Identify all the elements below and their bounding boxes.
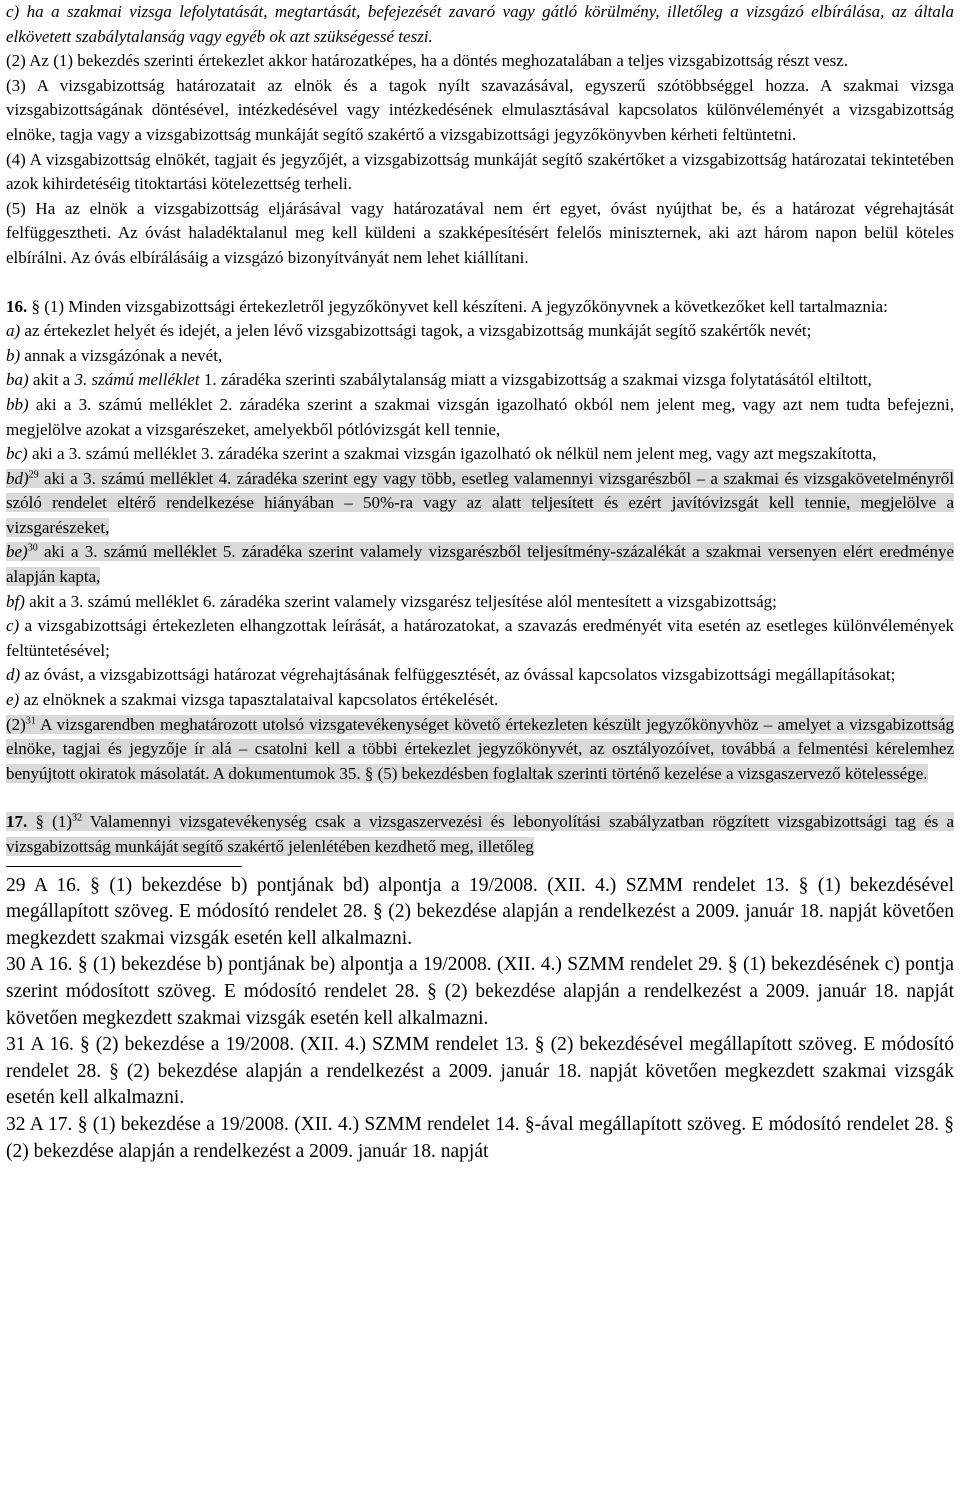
paragraph-5: (5) Ha az elnök a vizsgabizottság eljárásával vagy határozatával nem ért egyet, óvást nyújthat be, és a határozat végrehajtását felfüggesztheti. Az óvást haladéktalanul meg kell küldeni a szakképesítésért felelős miniszternek, aki azt három napon belül köteles elbírálni. Az óvás elbírálásáig a vizsgázó bizonyítványát nem lehet kiállítani. bbox=[6, 198, 954, 267]
paragraph-4: (4) A vizsgabizottság elnökét, tagjait és jegyzőjét, a vizsgabizottság munkáját segítő szakértőket a vizsgabizottság határozatai tekintetében azok kihirdetéséig titoktartási kötelezettség terheli. bbox=[6, 149, 954, 194]
item-label: ba) bbox=[6, 370, 29, 390]
section-17-heading bbox=[6, 810, 954, 859]
spacer bbox=[6, 786, 954, 810]
paragraph-number: (2) bbox=[6, 714, 26, 734]
highlighted-amendment bbox=[6, 715, 954, 783]
item-label: d) bbox=[6, 665, 21, 685]
item-text: az értekezlet helyét és idejét, a jelen lévő vizsgabizottsági tagok, a vizsgabizottság munkáját segítő szakértők nevét; bbox=[20, 321, 812, 341]
item-text: annak a vizsgázónak a nevét, bbox=[20, 345, 223, 365]
paragraph-2: (2) Az (1) bekezdés szerinti értekezlet akkor határozatképes, ha a döntés meghozatalában a teljes vizsgabizottság részt vesz. bbox=[6, 51, 849, 71]
item-label: b) bbox=[6, 345, 21, 365]
item-bf bbox=[6, 590, 954, 615]
highlighted-amendment bbox=[6, 469, 954, 537]
item-text: 1. záradéka szerinti szabálytalanság miatt a vizsgabizottság a szakmai vizsga folytatásától eltiltott, bbox=[199, 370, 872, 390]
item-text: aki a 3. számú melléklet 2. záradéka szerint a szakmai vizsgán igazolható okból nem jelent meg, vagy azt nem tudta befejezni, megjelölve azokat a vizsgarészeket, amelyekből pótlóvizsgát kell tennie, bbox=[6, 394, 954, 439]
item-be bbox=[6, 540, 954, 589]
item-label: bb) bbox=[6, 394, 29, 414]
item-d bbox=[6, 663, 954, 688]
item-b bbox=[6, 344, 954, 369]
item-e bbox=[6, 688, 954, 713]
footnote-separator bbox=[6, 866, 242, 867]
item-ba bbox=[6, 368, 954, 393]
highlighted-amendment bbox=[6, 542, 954, 586]
item-label: be) bbox=[6, 542, 28, 562]
item-text: aki a 3. számú melléklet 5. záradéka szerint valamely vizsgarészből teljesítmény-százalékát a szakmai versenyen elért eredménye alapján kapta, bbox=[6, 542, 954, 587]
item-label: bf) bbox=[6, 591, 25, 611]
section-16-heading bbox=[6, 295, 954, 320]
item-a bbox=[6, 319, 954, 344]
item-text: az elnöknek a szakmai vizsga tapasztalataival kapcsolatos értékelését. bbox=[19, 690, 499, 710]
footnote-32: 32 A 17. § (1) bekezdése a 19/2008. (XII. 4.) SZMM rendelet 14. §-ával megállapított szöveg. E módosító rendelet 28. § (2) bekezdése alapján a rendelkezést a 2009. január 18. napját bbox=[6, 1113, 954, 1162]
item-text: akit a 3. számú melléklet 6. záradéka szerint valamely vizsgarész teljesítése alól mentesített a vizsgabizottság; bbox=[24, 591, 777, 611]
section-sign: § bbox=[27, 296, 40, 316]
item-text: a vizsgabizottsági értekezleten elhangzottak leírását, a határozatokat, a szavazás eredményét vita esetén az esetleges különvélemények feltüntetésével; bbox=[6, 616, 954, 660]
footnote-29: 29 A 16. § (1) bekezdése b) pontjának bd) alpontja a 19/2008. (XII. 4.) SZMM rendelet 13. § (1) bekezdésével megállapított szöveg. E módosító rendelet 28. § (2) bekezdése alapján a rendelkezést a 2009. január 18. napját követően megkezdett szakmai vizsgák esetén kell alkalmazni. bbox=[6, 874, 954, 949]
spacer bbox=[6, 271, 954, 295]
item-bb bbox=[6, 393, 954, 442]
item-bd bbox=[6, 467, 954, 541]
document-page bbox=[6, 0, 954, 1165]
item-bc bbox=[6, 442, 954, 467]
paragraph-16-2 bbox=[6, 713, 954, 787]
footnote-31: 31 A 16. § (2) bekezdése a 19/2008. (XII. 4.) SZMM rendelet 13. § (2) bekezdésével megállapított szöveg. E módosító rendelet 28. § (2) bekezdése alapján a rendelkezést a 2009. január 18. napját követően megkezdett szakmai vizsgák esetén kell alkalmazni. bbox=[6, 1034, 954, 1109]
item-label: c) bbox=[6, 616, 20, 636]
paragraph-c-end bbox=[6, 0, 954, 49]
paragraph-text: A vizsgarendben meghatározott utolsó vizsgatevékenységet követő értekezleten készült jegyzőkönyvhöz – amelyet a vizsgabizottság elnöke, tagjai és jegyzője ír alá – csatolni kell a többi értekezlet jegyzőkönyvét, az osztályozóívet, továbbá a felmentési kérelemhez benyújtott okiratok másolatát. A dokumentumok 35. § (5) bekezdésben foglaltak szerinti történő kezelése a vizsgaszervező kötelessége. bbox=[6, 714, 954, 783]
item-c bbox=[6, 614, 954, 663]
item-label: e) bbox=[6, 690, 20, 710]
item-label: bd) bbox=[6, 468, 29, 488]
section-16-text: (1) Minden vizsgabizottsági értekezletről jegyzőkönyvet kell készíteni. A jegyzőkönyvnek a következőket kell tartalmaznia: bbox=[44, 296, 888, 316]
paragraph-text: c) ha a szakmai vizsga lefolytatását, megtartását, befejezését zavaró vagy gátló körülmény, illetőleg a vizsgázó elbírálása, az általa elkövetett szabálytalanság vagy egyéb ok azt szükségessé teszi. bbox=[6, 2, 954, 46]
highlighted-amendment bbox=[6, 812, 954, 856]
item-text: aki a 3. számú melléklet 4. záradéka szerint egy vagy több, esetleg valamennyi vizsgarészből – a szakmai és vizsgakövetelményről szóló rendelet eltérő rendelkezése hiányában – 50%-ra vagy az alatt teljesített és ezért javítóvizsgát kell tennie, megjelölve a vizsgarészeket, bbox=[6, 468, 954, 537]
paragraph-number: § (1) bbox=[27, 812, 72, 832]
item-text: akit a bbox=[28, 370, 75, 390]
paragraph-text: Valamennyi vizsgatevékenység csak a vizsgaszervezési és lebonyolítási szabályzatban rögzített vizsgabizottsági tag és a vizsgabizottság munkáját segítő szakértő jelenlétében kezdhető meg, illetőleg bbox=[6, 812, 954, 856]
section-number: 17. bbox=[6, 812, 28, 832]
item-text: aki a 3. számú melléklet 3. záradéka szerint a szakmai vizsgán igazolható ok nélkül nem jelent meg, vagy azt megszakította, bbox=[27, 444, 877, 464]
item-label: a) bbox=[6, 321, 21, 341]
footnote-ref[interactable]: 29 bbox=[28, 469, 39, 481]
item-text: az óvást, a vizsgabizottsági határozat végrehajtásának felfüggesztését, az óvással kapcsolatos vizsgabizottsági megállapításokat; bbox=[20, 665, 896, 685]
document-body bbox=[6, 0, 954, 860]
footnotes bbox=[6, 873, 954, 1166]
item-label: bc) bbox=[6, 444, 28, 464]
footnote-ref[interactable]: 31 bbox=[25, 714, 36, 726]
footnote-ref[interactable]: 30 bbox=[27, 542, 38, 554]
annex-reference: 3. számú melléklet bbox=[74, 370, 200, 390]
paragraph-3: (3) A vizsgabizottság határozatait az elnök és a tagok nyílt szavazásával, egyszerű szótöbbséggel hozza. A szakmai vizsga vizsgabizottságának döntésével, intézkedésével vagy intézkedésének elmulasztásával kapcsolatos különvéleményét a vizsgabizottság elnöke, tagja vagy a vizsgabizottság munkáját segítő szakértő a vizsgabizottsági jegyzőkönyvben kérheti feltüntetni. bbox=[6, 75, 954, 144]
section-number: 16. bbox=[6, 296, 28, 316]
footnote-30: 30 A 16. § (1) bekezdése b) pontjának be) alpontja a 19/2008. (XII. 4.) SZMM rendelet 29. § (1) bekezdésének c) pontja szerint módosított szöveg. E módosító rendelet 28. § (2) bekezdése alapján a rendelkezést a 2009. január 18. napját követően megkezdett szakmai vizsgák esetén kell alkalmazni. bbox=[6, 954, 954, 1029]
footnote-ref[interactable]: 32 bbox=[71, 812, 82, 824]
